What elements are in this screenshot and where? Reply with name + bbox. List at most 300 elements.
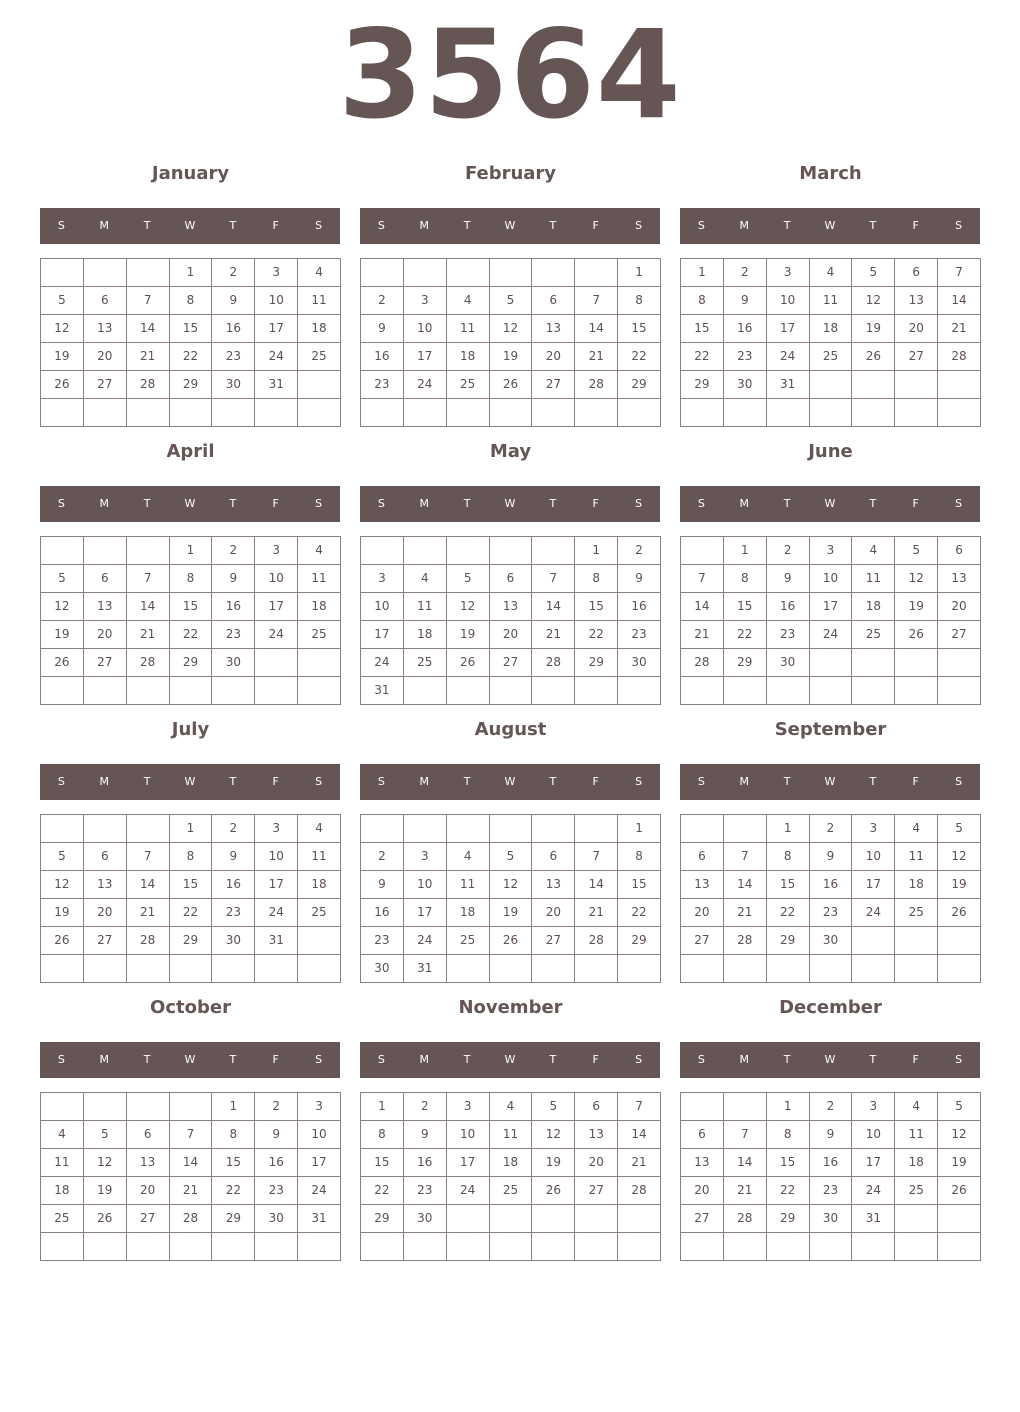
day-cell: 4 [852, 537, 895, 565]
day-cell: 27 [681, 927, 724, 955]
day-cell: 11 [895, 843, 938, 871]
day-cell: 18 [447, 343, 490, 371]
empty-cell [298, 955, 341, 983]
empty-cell [490, 1205, 533, 1233]
weekday-label: M [99, 775, 110, 788]
day-cell: 4 [298, 259, 341, 287]
day-cell: 18 [298, 593, 341, 621]
day-cell: 7 [127, 843, 170, 871]
day-cell: 19 [41, 621, 84, 649]
day-cell: 17 [852, 871, 895, 899]
day-cell: 8 [575, 565, 618, 593]
day-cell: 23 [404, 1177, 447, 1205]
day-cell: 28 [127, 371, 170, 399]
day-cell: 11 [490, 1121, 533, 1149]
day-cell: 29 [212, 1205, 255, 1233]
empty-cell [938, 927, 981, 955]
empty-cell [938, 371, 981, 399]
day-cell: 20 [490, 621, 533, 649]
day-cell: 3 [404, 843, 447, 871]
weekday-header [680, 764, 980, 800]
day-cell: 8 [724, 565, 767, 593]
empty-cell [447, 815, 490, 843]
day-cell: 6 [681, 1121, 724, 1149]
day-cell: 29 [170, 649, 213, 677]
day-cell: 14 [681, 593, 724, 621]
empty-cell [532, 399, 575, 427]
empty-cell [490, 399, 533, 427]
weekday-label: W [504, 219, 516, 232]
empty-cell [404, 259, 447, 287]
day-cell: 9 [361, 315, 404, 343]
day-cell: 10 [404, 315, 447, 343]
weekday-label: S [635, 219, 643, 232]
day-cell: 30 [810, 1205, 853, 1233]
day-cell: 25 [810, 343, 853, 371]
day-cell: 15 [767, 1149, 810, 1177]
empty-cell [575, 677, 618, 705]
day-cell: 5 [938, 815, 981, 843]
day-cell: 19 [938, 871, 981, 899]
day-cell: 18 [447, 899, 490, 927]
day-cell: 24 [404, 371, 447, 399]
day-cell: 24 [447, 1177, 490, 1205]
day-cell: 29 [681, 371, 724, 399]
day-cell: 21 [575, 899, 618, 927]
day-cell: 11 [404, 593, 447, 621]
weekday-label: F [912, 775, 919, 788]
empty-cell [41, 537, 84, 565]
day-cell: 16 [767, 593, 810, 621]
day-cell: 31 [255, 371, 298, 399]
day-cell: 29 [618, 927, 661, 955]
day-cell: 18 [895, 1149, 938, 1177]
day-cell: 18 [810, 315, 853, 343]
day-cell: 14 [575, 871, 618, 899]
day-cell: 6 [84, 565, 127, 593]
day-cell: 28 [724, 1205, 767, 1233]
day-cell: 25 [404, 649, 447, 677]
day-cell: 25 [447, 371, 490, 399]
empty-cell [298, 927, 341, 955]
day-cell: 28 [127, 927, 170, 955]
day-cell: 16 [810, 1149, 853, 1177]
empty-cell [84, 677, 127, 705]
empty-cell [895, 677, 938, 705]
empty-cell [575, 1233, 618, 1261]
day-cell: 13 [127, 1149, 170, 1177]
day-cell: 31 [404, 955, 447, 983]
weekday-label: T [463, 1053, 471, 1066]
day-cell: 30 [361, 955, 404, 983]
day-cell: 17 [255, 315, 298, 343]
day-cell: 15 [170, 871, 213, 899]
day-cell: 24 [255, 343, 298, 371]
empty-cell [852, 649, 895, 677]
day-cell: 16 [724, 315, 767, 343]
day-cell: 3 [255, 259, 298, 287]
weekday-label: M [99, 1053, 110, 1066]
weekday-label: F [272, 1053, 279, 1066]
empty-cell [575, 399, 618, 427]
day-cell: 13 [895, 287, 938, 315]
empty-cell [938, 399, 981, 427]
empty-cell [361, 1233, 404, 1261]
day-cell: 21 [681, 621, 724, 649]
empty-cell [404, 677, 447, 705]
empty-cell [532, 1233, 575, 1261]
empty-cell [84, 955, 127, 983]
empty-cell [681, 537, 724, 565]
day-cell: 10 [810, 565, 853, 593]
day-cell: 26 [41, 649, 84, 677]
month-name: January [151, 163, 230, 184]
day-cell: 9 [212, 843, 255, 871]
empty-cell [84, 1233, 127, 1261]
day-cell: 29 [724, 649, 767, 677]
day-cell: 22 [767, 1177, 810, 1205]
day-cell: 10 [255, 565, 298, 593]
empty-cell [212, 677, 255, 705]
day-cell: 20 [895, 315, 938, 343]
weekday-label: S [697, 775, 705, 788]
empty-cell [127, 1093, 170, 1121]
weekday-header [40, 208, 340, 244]
weekday-label: F [912, 1053, 919, 1066]
day-cell: 27 [575, 1177, 618, 1205]
empty-cell [852, 677, 895, 705]
day-cell: 19 [41, 899, 84, 927]
day-cell: 24 [852, 899, 895, 927]
day-cell: 19 [938, 1149, 981, 1177]
day-cell: 4 [298, 815, 341, 843]
weekday-label: T [463, 497, 471, 510]
empty-cell [170, 399, 213, 427]
empty-cell [852, 371, 895, 399]
empty-cell [447, 399, 490, 427]
empty-cell [170, 677, 213, 705]
day-cell: 18 [852, 593, 895, 621]
day-cell: 5 [938, 1093, 981, 1121]
day-cell: 19 [447, 621, 490, 649]
weekday-label: S [955, 497, 963, 510]
day-cell: 20 [84, 343, 127, 371]
day-cell: 2 [361, 843, 404, 871]
day-cell: 27 [895, 343, 938, 371]
day-cell: 21 [938, 315, 981, 343]
empty-cell [490, 259, 533, 287]
day-cell: 18 [490, 1149, 533, 1177]
empty-cell [170, 1093, 213, 1121]
day-cell: 9 [361, 871, 404, 899]
weekday-label: S [697, 1053, 705, 1066]
day-cell: 5 [895, 537, 938, 565]
day-cell: 10 [852, 843, 895, 871]
day-cell: 22 [681, 343, 724, 371]
day-cell: 21 [127, 343, 170, 371]
day-cell: 21 [127, 899, 170, 927]
day-cell: 5 [41, 287, 84, 315]
weekday-label: W [504, 775, 516, 788]
empty-cell [361, 537, 404, 565]
day-cell: 17 [447, 1149, 490, 1177]
year-title: 3564 [338, 4, 682, 146]
day-cell: 23 [618, 621, 661, 649]
day-cell: 1 [212, 1093, 255, 1121]
day-cell: 30 [212, 371, 255, 399]
empty-cell [895, 399, 938, 427]
day-cell: 12 [895, 565, 938, 593]
weekday-label: S [955, 1053, 963, 1066]
day-cell: 2 [212, 815, 255, 843]
day-cell: 19 [41, 343, 84, 371]
day-cell: 1 [618, 259, 661, 287]
day-cell: 15 [618, 871, 661, 899]
day-cell: 25 [298, 343, 341, 371]
day-cell: 21 [724, 1177, 767, 1205]
day-cell: 1 [170, 259, 213, 287]
day-cell: 9 [618, 565, 661, 593]
day-cell: 31 [298, 1205, 341, 1233]
day-cell: 17 [255, 871, 298, 899]
day-cell: 25 [852, 621, 895, 649]
day-cell: 8 [170, 565, 213, 593]
day-cell: 14 [724, 1149, 767, 1177]
day-cell: 23 [361, 371, 404, 399]
weekday-label: T [549, 1053, 557, 1066]
day-cell: 12 [41, 871, 84, 899]
empty-cell [724, 399, 767, 427]
empty-cell [84, 399, 127, 427]
day-cell: 18 [895, 871, 938, 899]
empty-cell [490, 955, 533, 983]
day-cell: 7 [127, 565, 170, 593]
day-cell: 17 [255, 593, 298, 621]
empty-cell [810, 649, 853, 677]
day-cell: 3 [852, 815, 895, 843]
day-cell: 15 [618, 315, 661, 343]
day-cell: 9 [767, 565, 810, 593]
empty-cell [127, 399, 170, 427]
empty-cell [532, 815, 575, 843]
day-cell: 28 [938, 343, 981, 371]
day-cell: 10 [767, 287, 810, 315]
empty-cell [852, 399, 895, 427]
day-cell: 7 [724, 1121, 767, 1149]
weekday-label: S [377, 497, 385, 510]
weekday-label: T [229, 497, 237, 510]
weekday-label: W [824, 497, 836, 510]
day-cell: 7 [575, 287, 618, 315]
weekday-label: T [869, 219, 877, 232]
day-cell: 13 [681, 871, 724, 899]
day-cell: 5 [852, 259, 895, 287]
empty-cell [895, 955, 938, 983]
weekday-label: S [377, 219, 385, 232]
day-cell: 11 [447, 871, 490, 899]
day-cell: 20 [84, 899, 127, 927]
day-cell: 29 [361, 1205, 404, 1233]
empty-cell [447, 955, 490, 983]
day-cell: 9 [212, 287, 255, 315]
empty-cell [767, 955, 810, 983]
weekday-label: S [57, 775, 65, 788]
empty-cell [575, 815, 618, 843]
day-cell: 24 [767, 343, 810, 371]
empty-cell [361, 259, 404, 287]
day-cell: 21 [575, 343, 618, 371]
empty-cell [938, 677, 981, 705]
day-cell: 29 [170, 371, 213, 399]
empty-cell [895, 927, 938, 955]
weekday-label: W [824, 1053, 836, 1066]
day-cell: 8 [361, 1121, 404, 1149]
day-cell: 4 [447, 287, 490, 315]
day-cell: 27 [84, 927, 127, 955]
day-cell: 18 [41, 1177, 84, 1205]
empty-cell [255, 399, 298, 427]
day-cell: 4 [41, 1121, 84, 1149]
day-cell: 1 [170, 537, 213, 565]
empty-cell [532, 955, 575, 983]
empty-cell [724, 955, 767, 983]
day-cell: 22 [575, 621, 618, 649]
day-cell: 25 [298, 899, 341, 927]
day-cell: 8 [767, 843, 810, 871]
day-cell: 8 [212, 1121, 255, 1149]
day-cell: 6 [490, 565, 533, 593]
empty-cell [810, 677, 853, 705]
day-cell: 20 [938, 593, 981, 621]
weekday-label: S [955, 775, 963, 788]
day-cell: 14 [724, 871, 767, 899]
day-cell: 23 [212, 621, 255, 649]
day-cell: 20 [532, 343, 575, 371]
day-cell: 12 [852, 287, 895, 315]
day-cell: 7 [681, 565, 724, 593]
weekday-header [40, 764, 340, 800]
day-cell: 30 [767, 649, 810, 677]
empty-cell [938, 1205, 981, 1233]
day-cell: 14 [532, 593, 575, 621]
day-grid [680, 1092, 981, 1261]
day-cell: 6 [575, 1093, 618, 1121]
weekday-label: T [869, 1053, 877, 1066]
day-cell: 17 [404, 899, 447, 927]
month-name: August [474, 719, 547, 740]
weekday-label: S [697, 219, 705, 232]
day-cell: 1 [767, 1093, 810, 1121]
day-cell: 9 [810, 843, 853, 871]
empty-cell [447, 1233, 490, 1261]
weekday-header [40, 486, 340, 522]
weekday-label: M [419, 219, 430, 232]
day-cell: 5 [490, 287, 533, 315]
day-cell: 8 [618, 843, 661, 871]
day-cell: 4 [490, 1093, 533, 1121]
day-cell: 2 [810, 815, 853, 843]
day-cell: 30 [724, 371, 767, 399]
day-cell: 6 [127, 1121, 170, 1149]
day-cell: 3 [810, 537, 853, 565]
empty-cell [127, 537, 170, 565]
day-cell: 29 [618, 371, 661, 399]
day-cell: 2 [618, 537, 661, 565]
day-cell: 14 [127, 315, 170, 343]
day-cell: 16 [361, 343, 404, 371]
weekday-label: F [592, 219, 599, 232]
day-cell: 1 [361, 1093, 404, 1121]
day-cell: 4 [895, 1093, 938, 1121]
weekday-label: F [912, 497, 919, 510]
empty-cell [84, 815, 127, 843]
day-cell: 20 [127, 1177, 170, 1205]
day-cell: 22 [724, 621, 767, 649]
day-cell: 13 [532, 871, 575, 899]
empty-cell [41, 955, 84, 983]
day-cell: 14 [127, 871, 170, 899]
empty-cell [724, 677, 767, 705]
empty-cell [852, 1233, 895, 1261]
day-cell: 26 [41, 927, 84, 955]
day-cell: 29 [767, 1205, 810, 1233]
day-cell: 2 [724, 259, 767, 287]
weekday-header [360, 208, 660, 244]
empty-cell [170, 955, 213, 983]
day-cell: 20 [681, 1177, 724, 1205]
day-cell: 21 [532, 621, 575, 649]
weekday-label: M [419, 775, 430, 788]
day-cell: 12 [938, 1121, 981, 1149]
day-cell: 31 [255, 927, 298, 955]
day-cell: 13 [938, 565, 981, 593]
day-cell: 3 [404, 287, 447, 315]
empty-cell [41, 677, 84, 705]
empty-cell [810, 371, 853, 399]
empty-cell [852, 955, 895, 983]
day-cell: 15 [575, 593, 618, 621]
day-cell: 30 [404, 1205, 447, 1233]
empty-cell [681, 815, 724, 843]
day-cell: 24 [404, 927, 447, 955]
day-cell: 27 [532, 371, 575, 399]
day-cell: 7 [724, 843, 767, 871]
empty-cell [41, 815, 84, 843]
day-cell: 15 [170, 315, 213, 343]
day-cell: 5 [490, 843, 533, 871]
day-cell: 20 [84, 621, 127, 649]
empty-cell [255, 1233, 298, 1261]
empty-cell [298, 649, 341, 677]
day-cell: 30 [810, 927, 853, 955]
day-cell: 31 [767, 371, 810, 399]
month-name: June [808, 441, 853, 462]
day-cell: 5 [532, 1093, 575, 1121]
day-cell: 30 [255, 1205, 298, 1233]
weekday-label: W [184, 219, 196, 232]
day-cell: 24 [361, 649, 404, 677]
day-cell: 3 [361, 565, 404, 593]
day-cell: 17 [852, 1149, 895, 1177]
weekday-label: T [143, 775, 151, 788]
day-cell: 6 [681, 843, 724, 871]
day-cell: 21 [724, 899, 767, 927]
day-cell: 6 [532, 843, 575, 871]
empty-cell [681, 1233, 724, 1261]
weekday-label: T [783, 219, 791, 232]
day-grid [360, 258, 661, 427]
empty-cell [895, 1233, 938, 1261]
